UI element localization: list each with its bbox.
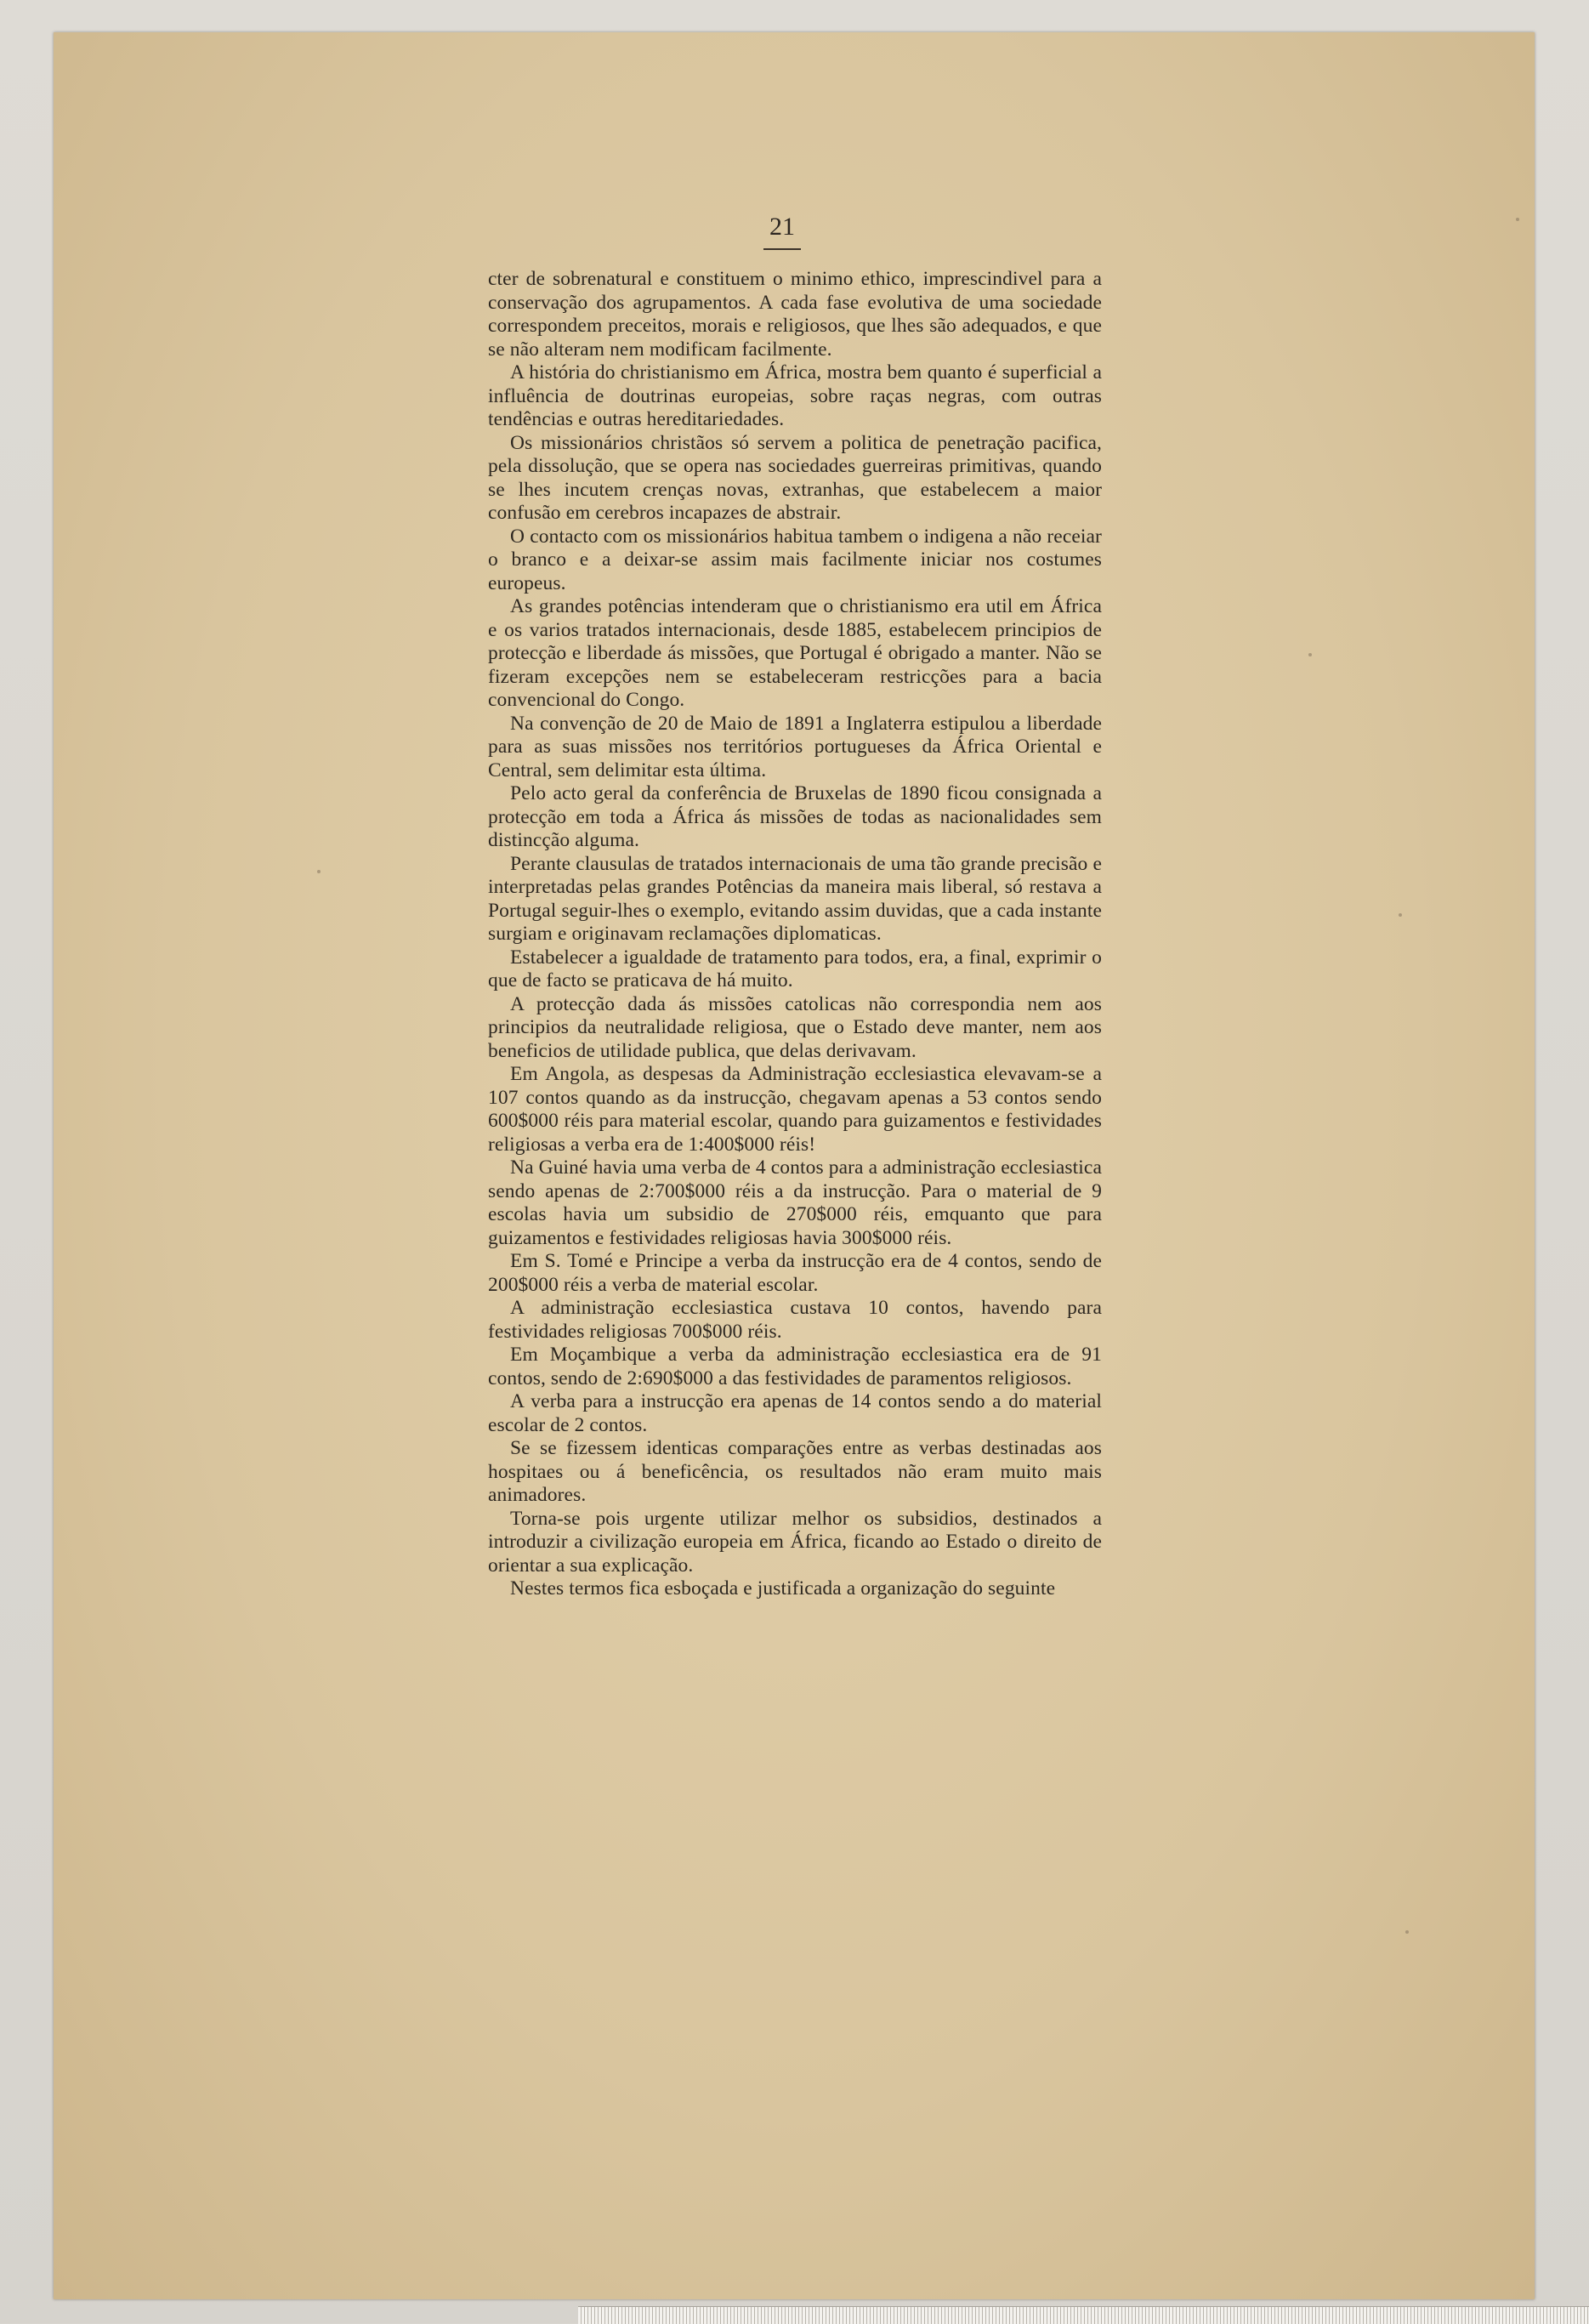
paragraph: As grandes potências intenderam que o christianismo era util em África e os varios tratados internacionais, desde 1885, estabelecem principios de protecção e liberdade ás missões, que Portugal é obrigado a manter. Não se fizeram excepções nem se estabeleceram restricções para a bacia convencional do Congo. (488, 595, 1102, 711)
page-number-rule (763, 248, 801, 250)
paragraph: Em Moçambique a verba da administração ecclesiastica era de 91 contos, sendo de 2:690$000 a das festividades de paramentos religiosos. (488, 1344, 1102, 1389)
paper-speck (1308, 653, 1312, 656)
paper-speck (1516, 218, 1519, 221)
paragraph: Torna-se pois urgente utilizar melhor os subsidios, destinados a introduzir a civilização europeia em África, ficando ao Estado o direito de orientar a sua explicação. (488, 1507, 1102, 1577)
paragraph: Perante clausulas de tratados internacionais de uma tão grande precisão e interpretadas pelas grandes Potências da maneira mais liberal, só restava a Portugal seguir-lhes o exemplo, evitando assim duvidas, que a cada instante surgiam e originavam reclamações diplomaticas. (488, 852, 1102, 945)
paragraph: Estabelecer a igualdade de tratamento para todos, era, a final, exprimir o que de facto se praticava de há muito. (488, 946, 1102, 992)
paragraph: Na convenção de 20 de Maio de 1891 a Inglaterra estipulou a liberdade para as suas missões nos territórios portugueses da África Oriental e Central, sem delimitar esta última. (488, 712, 1102, 781)
paragraph: A protecção dada ás missões catolicas não correspondia nem aos principios da neutralidade religiosa, que o Estado deve manter, nem aos beneficios de utilidade publica, que delas derivavam. (488, 992, 1102, 1062)
page-number: 21 (769, 213, 795, 241)
paragraph: Em S. Tomé e Principe a verba da instrucção era de 4 contos, sendo de 200$000 réis a verba de material escolar. (488, 1250, 1102, 1296)
paragraph: A história do christianismo em África, mostra bem quanto é superficial a influência de doutrinas europeias, sobre raças negras, com outras tendências e outras hereditariedades. (488, 361, 1102, 430)
paragraph: A administração ecclesiastica custava 10 contos, havendo para festividades religiosas 700$000 réis. (488, 1297, 1102, 1343)
paragraph: Em Angola, as despesas da Administração ecclesiastica elevavam-se a 107 contos quando as da instrucção, chegavam apenas a 53 contos sendo 600$000 réis para material escolar, quando para guizamentos e festividades religiosas a verba era de 1:400$000 réis! (488, 1063, 1102, 1156)
paragraph: Os missionários christãos só servem a politica de penetração pacifica, pela dissolução, que se opera nas sociedades guerreiras primitivas, quando se lhes incutem crenças novas, extranhas, que estabelecem a maior confusão em cerebros incapazes de abstrair. (488, 431, 1102, 524)
paragraph: A verba para a instrucção era apenas de 14 contos sendo a do material escolar de 2 contos. (488, 1390, 1102, 1436)
paragraph: O contacto com os missionários habitua tambem o indigena a não receiar o branco e a deixar-se assim mais facilmente iniciar nos costumes europeus. (488, 525, 1102, 594)
body-text (488, 268, 1102, 1601)
scan-ruler-strip (578, 2306, 1589, 2324)
paper-speck (1405, 1930, 1409, 1934)
paragraph: Nestes termos fica esboçada e justificada a organização do seguinte (510, 1577, 1056, 1600)
paper-speck (317, 870, 321, 873)
paragraph: Pelo acto geral da conferência de Bruxelas de 1890 ficou consignada a protecção em toda a África ás missões de todas as nacionalidades sem distincção alguma. (488, 782, 1102, 851)
paper-speck (1399, 913, 1402, 917)
paragraph: Na Guiné havia uma verba de 4 contos para a administração ecclesiastica sendo apenas de 2:700$000 réis a da instrucção. Para o material de 9 escolas havia um subsidio de 270$000 réis, emquanto que para guizamentos e festividades religiosas havia 300$000 réis. (488, 1156, 1102, 1249)
paragraph: Se se fizessem identicas comparações entre as verbas destinadas aos hospitaes ou á beneficência, os resultados não eram muito mais animadores. (488, 1437, 1102, 1506)
paragraph: cter de sobrenatural e constituem o minimo ethico, imprescindivel para a conservação dos agrupamentos. A cada fase evolutiva de uma sociedade correspondem preceitos, morais e religiosos, que lhes são adequados, e que se não alteram nem modificam facilmente. (488, 268, 1102, 361)
